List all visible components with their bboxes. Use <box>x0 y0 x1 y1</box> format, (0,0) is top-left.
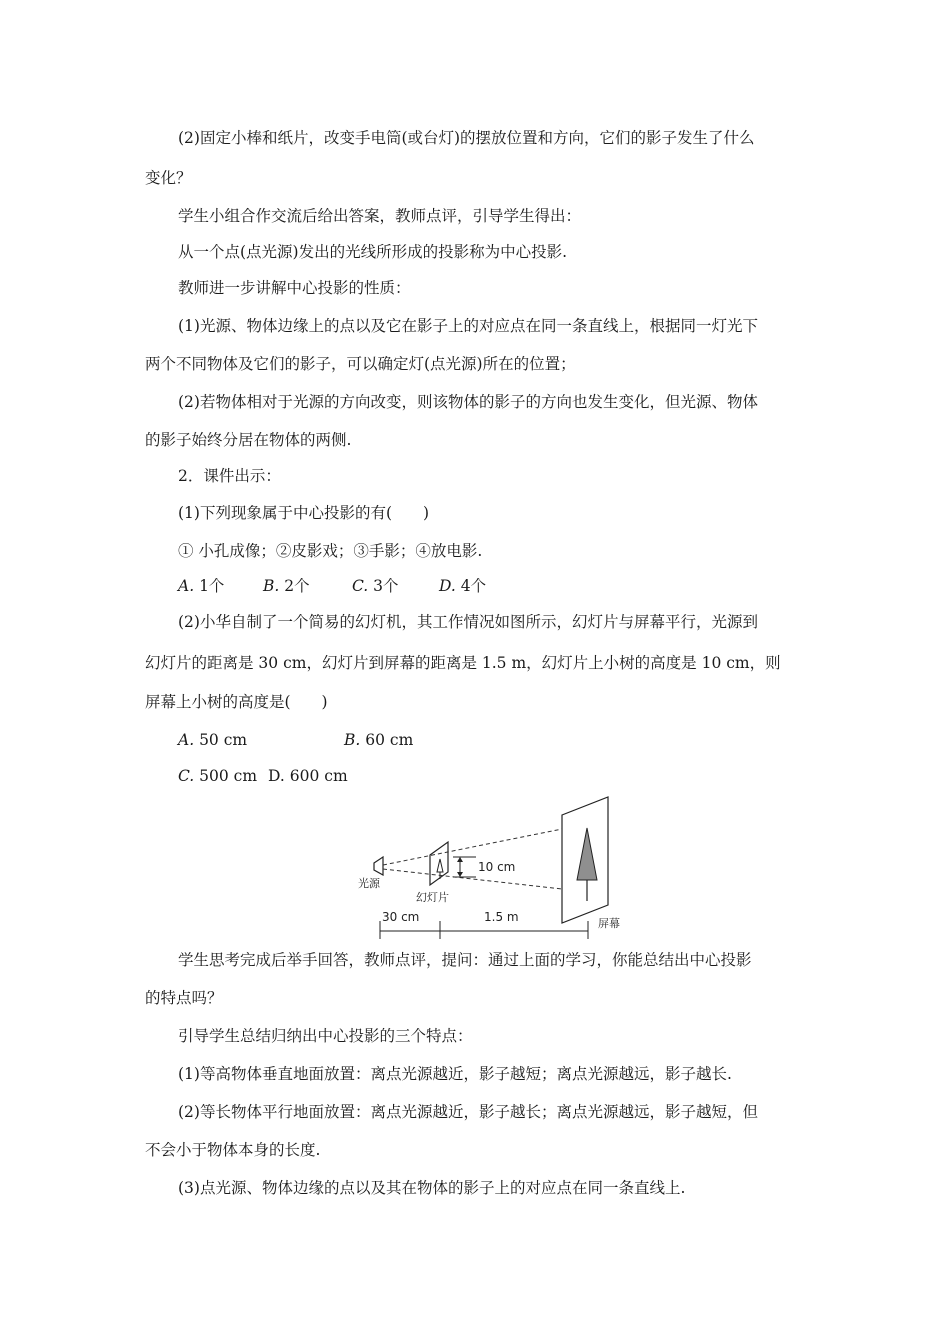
q2-option-b: B. 60 cm <box>344 731 414 749</box>
arrow-down-icon <box>457 872 463 877</box>
question-2-line-3: 屏幕上小树的高度是( ) <box>145 693 328 711</box>
property-1-line-2: 两个不同物体及它们的影子，可以确定灯(点光源)所在的位置； <box>145 355 576 373</box>
light-source-icon <box>374 857 383 875</box>
light-source-label: 光源 <box>358 877 380 890</box>
feature-3: (3)点光源、物体边缘的点以及其在物体的影子上的对应点在同一条直线上. <box>178 1179 686 1197</box>
distance-label-slide-screen: 1.5 m <box>484 910 519 924</box>
q1-option-c: C. 3个 <box>352 577 399 595</box>
paragraph-1-line-1: (2)固定小棒和纸片，改变手电筒(或台灯)的摆放位置和方向，它们的影子发生了什么 <box>178 129 755 147</box>
paragraph-definition: 从一个点(点光源)发出的光线所形成的投影称为中心投影. <box>178 243 568 261</box>
question-2-line-2: 幻灯片的距离是 30 cm，幻灯片到屏幕的距离是 1.5 m，幻灯片上小树的高度是 10 cm，则 <box>145 654 781 672</box>
q1-option-b: B. 2个 <box>263 577 310 595</box>
property-2-line-2: 的影子始终分居在物体的两侧. <box>145 431 352 449</box>
q2-option-c: C. 500 cm <box>178 767 258 785</box>
paragraph-1-line-2: 变化？ <box>145 169 192 187</box>
paragraph-12: 引导学生总结归纳出中心投影的三个特点： <box>178 1027 473 1045</box>
section-heading-2: 2．课件出示： <box>178 467 281 485</box>
question-2-line-1: (2)小华自制了一个简易的幻灯机，其工作情况如图所示，幻灯片与屏幕平行，光源到 <box>178 613 758 631</box>
property-1-line-1: (1)光源、物体边缘上的点以及它在影子上的对应点在同一条直线上，根据同一灯光下 <box>178 317 758 335</box>
q2-option-d: D. 600 cm <box>268 767 348 785</box>
question-1: (1)下列现象属于中心投影的有( ) <box>178 504 430 522</box>
height-label: 10 cm <box>478 860 516 874</box>
feature-2-line-2: 不会小于物体本身的长度. <box>145 1141 321 1159</box>
arrow-up-icon <box>457 857 463 862</box>
slide-label: 幻灯片 <box>416 891 449 904</box>
paragraph-4: 教师进一步讲解中心投影的性质： <box>178 279 411 297</box>
q2-option-a: A. 50 cm <box>178 731 248 749</box>
projector-diagram <box>350 793 640 943</box>
q1-option-a: A. 1个 <box>178 577 225 595</box>
property-2-line-1: (2)若物体相对于光源的方向改变，则该物体的影子的方向也发生变化，但光源、物体 <box>178 393 758 411</box>
light-ray-lower <box>383 869 562 889</box>
paragraph-11-line-1: 学生思考完成后举手回答，教师点评，提问：通过上面的学习，你能总结出中心投影 <box>178 951 752 969</box>
distance-label-source-slide: 30 cm <box>382 910 420 924</box>
feature-1: (1)等高物体垂直地面放置：离点光源越近，影子越短；离点光源越远，影子越长. <box>178 1065 732 1083</box>
paragraph-2: 学生小组合作交流后给出答案，教师点评，引导学生得出： <box>178 207 582 225</box>
light-ray-upper <box>383 829 562 865</box>
question-1-items: ① 小孔成像；②皮影戏；③手影；④放电影. <box>178 542 483 560</box>
paragraph-11-line-2: 的特点吗？ <box>145 989 223 1007</box>
q1-option-d: D. 4个 <box>439 577 487 595</box>
screen-label: 屏幕 <box>598 917 620 930</box>
feature-2-line-1: (2)等长物体平行地面放置：离点光源越近，影子越长；离点光源越远，影子越短，但 <box>178 1103 758 1121</box>
